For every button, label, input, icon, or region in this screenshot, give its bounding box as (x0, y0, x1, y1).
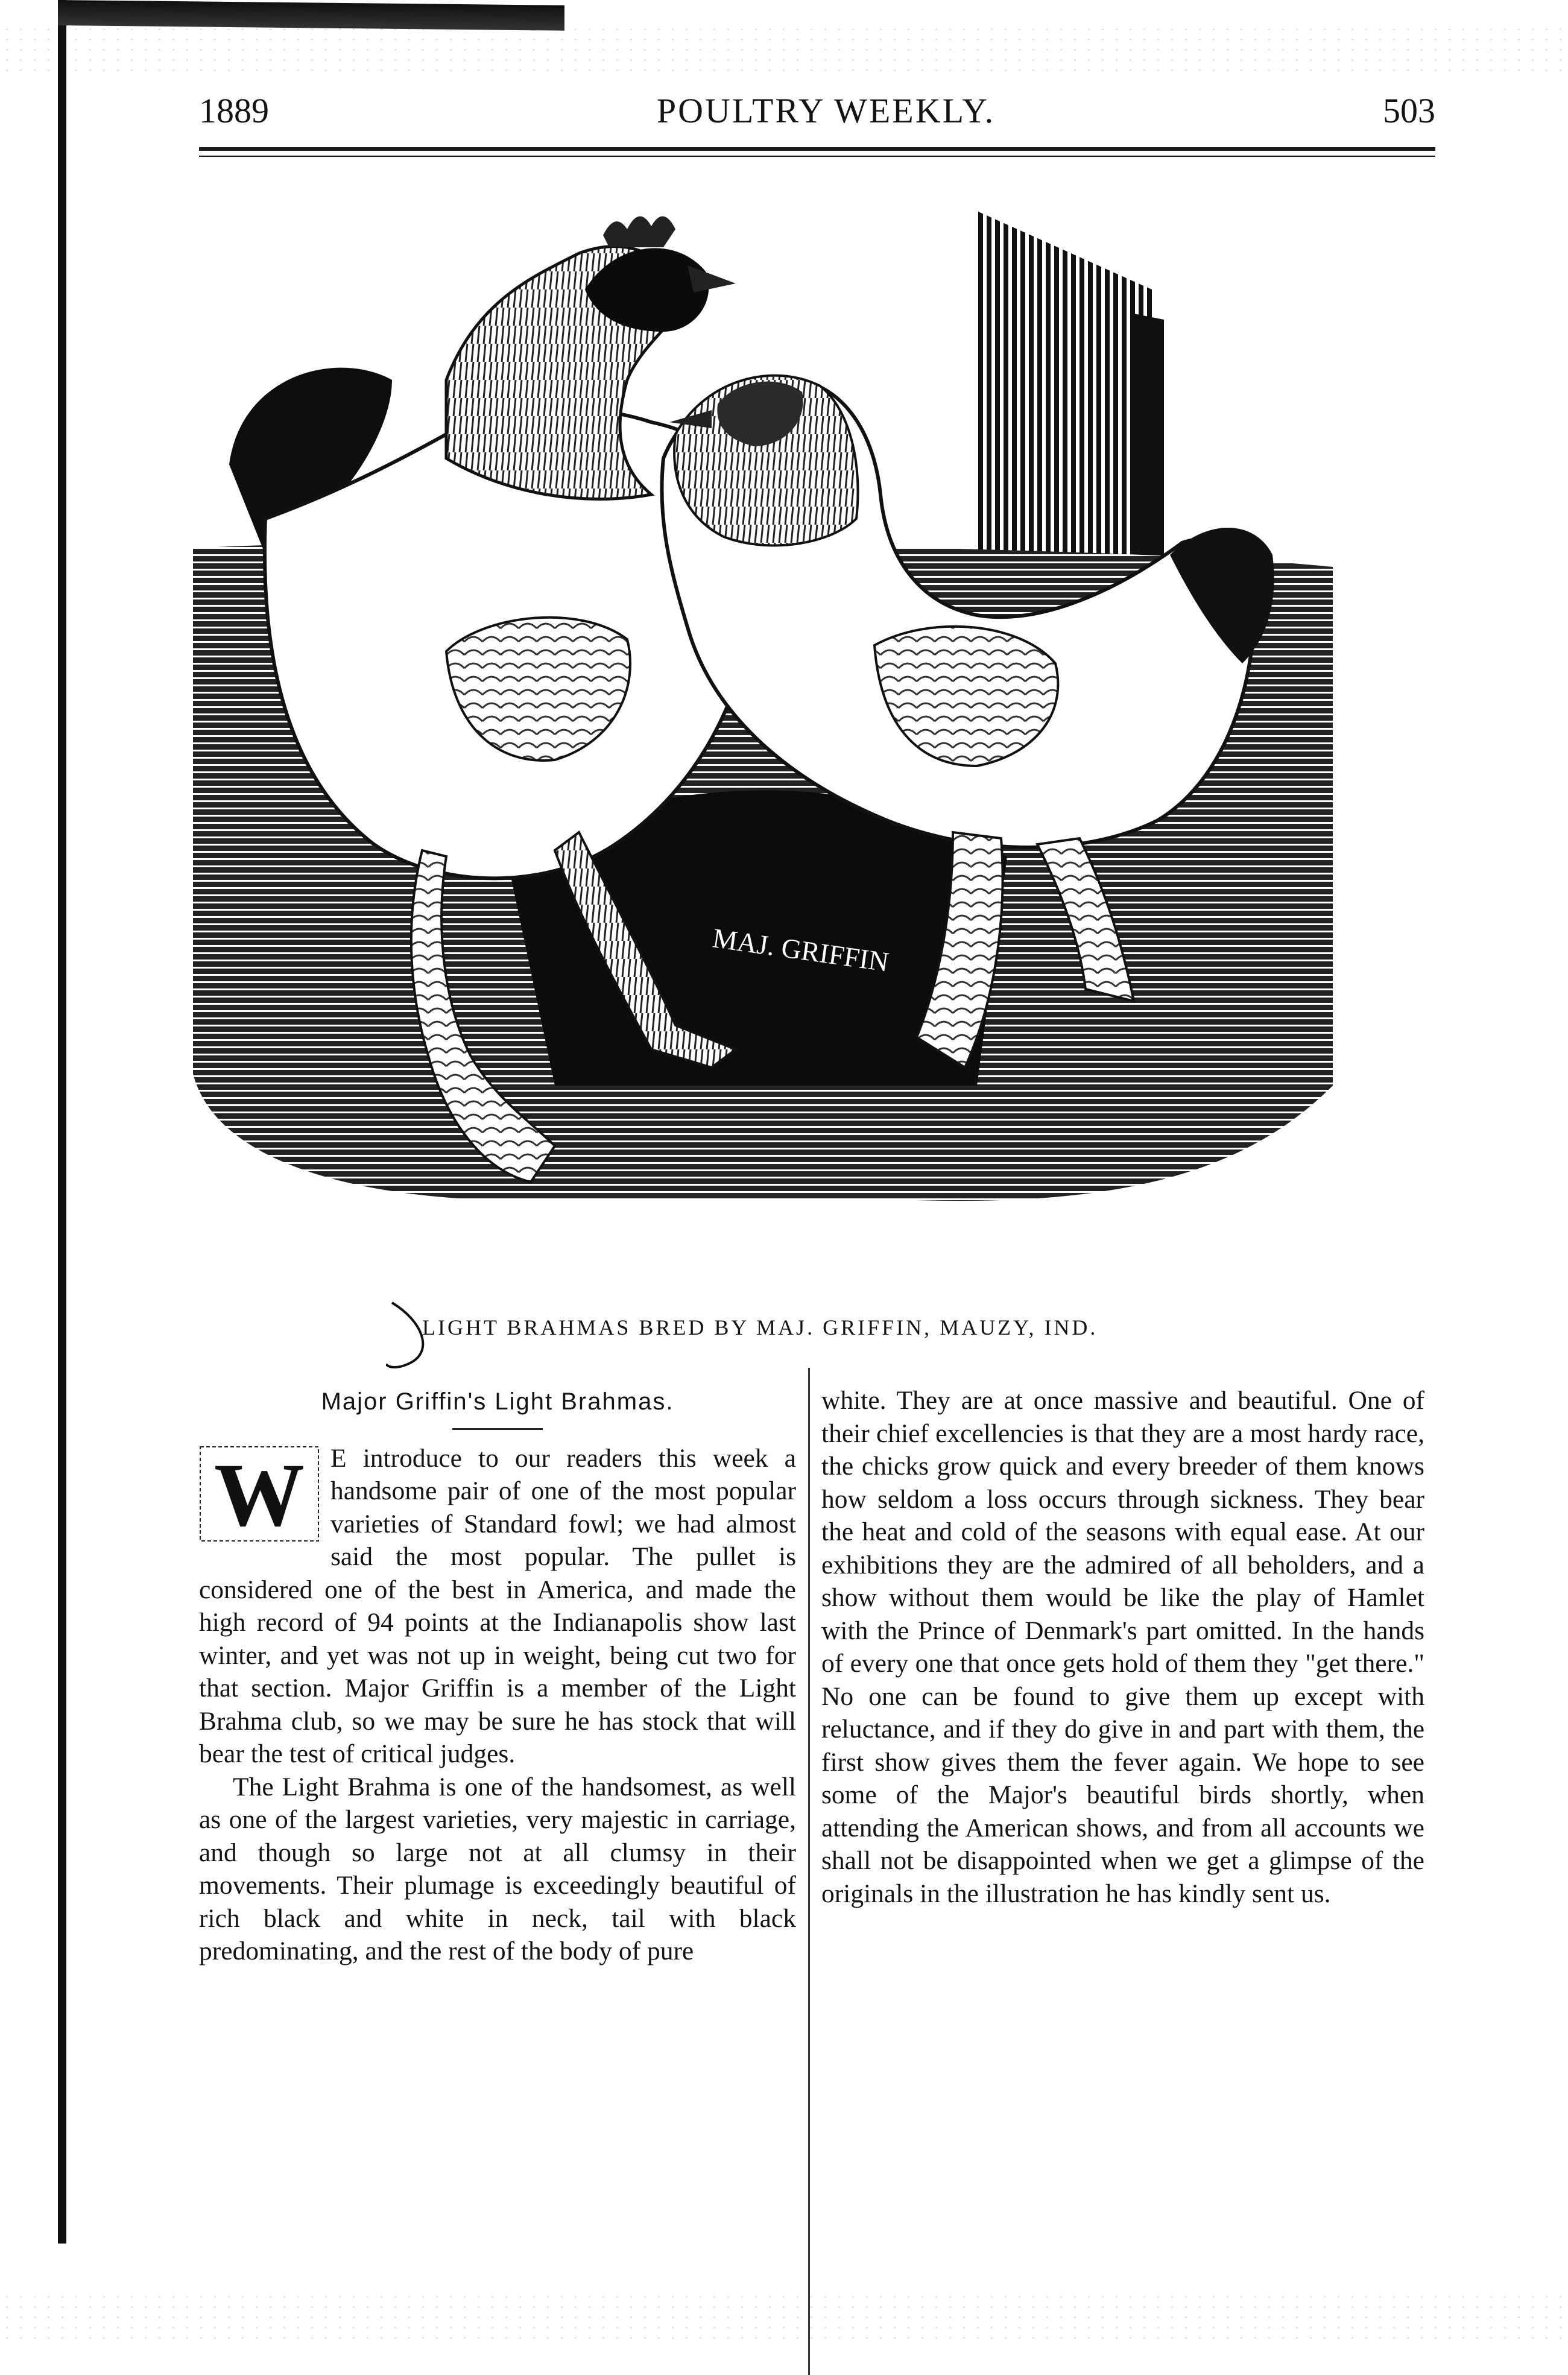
drop-cap (199, 1446, 320, 1542)
scan-speckle-top (0, 24, 1568, 78)
article-paragraph-1 (199, 1442, 796, 1771)
article-title: Major Griffin's Light Brahmas. (321, 1388, 674, 1415)
engraving-light-brahmas (193, 181, 1435, 1285)
engraving-signature: MAJ. GRIFFIN (710, 922, 891, 978)
running-head (199, 90, 1435, 139)
header-rule-thin (199, 156, 1435, 157)
engraving-illustration (193, 181, 1435, 1285)
header-year: 1889 (199, 91, 269, 130)
article-right-column (821, 1384, 1424, 1910)
header-page-number: 503 (1382, 91, 1435, 130)
title-rule (452, 1428, 543, 1430)
drop-cap-letter: W (214, 1445, 305, 1542)
scan-speckle-bottom (0, 2292, 1568, 2346)
figure-caption: LIGHT BRAHMAS BRED BY MAJ. GRIFFIN, MAUZY, IND. (422, 1315, 1098, 1339)
page-top-edge (58, 0, 564, 31)
article-left-column (199, 1384, 796, 1968)
article-paragraph-2: The Light Brahma is one of the handsomest, as well as one of the largest varieties, very majestic in carriage, and though so large not at all clumsy in their movements. Their plumage is exceedingly beautiful of rich black and white in neck, tail with black predominating, and the rest of the body of pure (199, 1772, 796, 1965)
article-paragraph-2-continued: white. They are at once massive and beautiful. One of their chief excellencies is that they are a most hardy race, the chicks grow quick and every breeder of them knows how seldom a loss occurs through sickness. They bear the heat and cold of the seasons with equal ease. At our exhibitions they are the admired of all beholders, and a show without them would be like the play of Hamlet with the Prince of Denmark's part omitted. In the hands of every one that once gets hold of them they "get there." No one can be found to give them up except with reluctance, and if they do give in and part with them, the first show gives them the fever again. We hope to see some of the Major's beautiful birds shortly, when attending the American shows, and from all accounts we shall not be disappointed when we get a glimpse of the originals in the illustration he has kindly sent us. (821, 1386, 1424, 1908)
column-divider (808, 1368, 810, 2375)
header-publication: POULTRY WEEKLY. (656, 91, 996, 130)
header-rule-thick (199, 147, 1435, 151)
paragraph-1-text: E introduce to our readers this week a handsome pair of one of the most popular varieties of Standard fowl; we had almost said the most popular. The pullet is considered one of the best in America, and made the high record of 94 points at the Indianapolis show last winter, and yet was not up in weight, being cut two for that section. Major Griffin is a member of the Light Brahma club, so we may be sure he has stock that will bear the test of critical judges. (199, 1443, 796, 1768)
page-spine-edge (58, 0, 66, 2244)
